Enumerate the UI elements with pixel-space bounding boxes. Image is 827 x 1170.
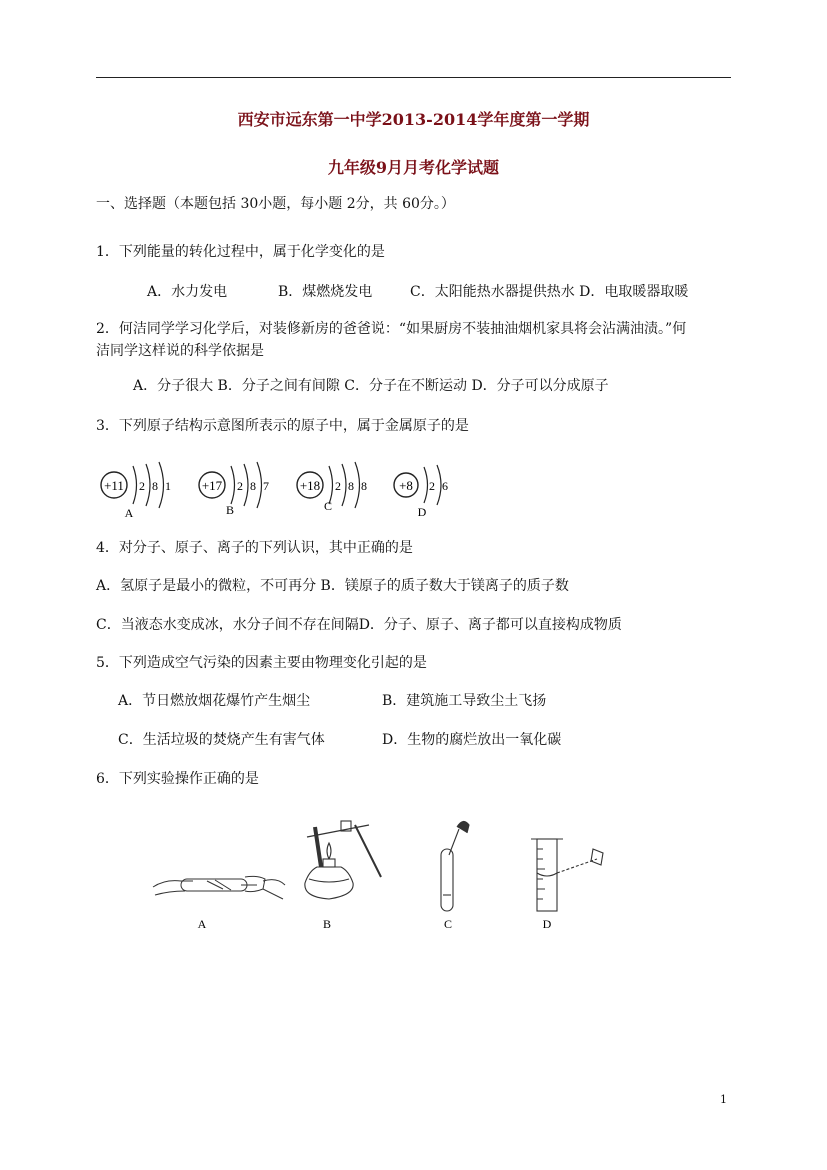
question-5-option-b: B．建筑施工导致尘土飞扬 <box>382 693 547 709</box>
figure-c-label: C <box>443 917 453 931</box>
question-2-stem-line2: 洁同学这样说的科学依据是 <box>96 343 264 359</box>
atom-a-shell-1: 2 <box>139 479 145 493</box>
question-4-options-line2: C．当液态水变成冰，水分子间不存在间隔D．分子、原子、离子都可以直接构成物质 <box>96 617 622 633</box>
question-1-option-cd: C．太阳能热水器提供热水 D．电取暖器取暖 <box>410 284 689 300</box>
question-5-option-d: D．生物的腐烂放出一氧化碳 <box>382 732 562 748</box>
atom-b-shell-3: 7 <box>263 479 269 493</box>
question-5-option-a: A．节日燃放烟花爆竹产生烟尘 <box>118 693 311 709</box>
atom-structure-diagrams <box>92 452 472 522</box>
question-2-stem-line1: 2．何洁同学学习化学后，对装修新房的爸爸说：“如果厨房不装抽油烟机家具将会沾满油渍。”何 <box>96 321 687 337</box>
question-4-stem: 4．对分子、原子、离子的下列认识，其中正确的是 <box>96 540 413 556</box>
atom-diagram-b <box>199 462 269 517</box>
exam-subtitle: 九年级9月月考化学试题 <box>327 158 500 177</box>
atom-d-shell-1: 2 <box>429 479 435 493</box>
figure-b-alcohol-lamp <box>305 821 381 899</box>
figure-d-graduated-cylinder <box>531 839 603 911</box>
atom-diagram-d <box>394 465 448 519</box>
figure-c-dropper <box>441 821 469 911</box>
page-number: 1 <box>720 1093 727 1106</box>
figure-b-label: B <box>322 917 332 931</box>
question-1-option-b: B．煤燃烧发电 <box>278 284 373 300</box>
question-2-options: A．分子很大 B．分子之间有间隙 C．分子在不断运动 D．分子可以分成原子 <box>133 378 609 394</box>
atom-a-shell-2: 8 <box>152 479 158 493</box>
exam-title: 西安市远东第一中学2013-2014学年度第一学期 <box>237 110 590 129</box>
atom-c-shell-1: 2 <box>335 479 341 493</box>
question-1-option-a: A．水力发电 <box>147 284 228 300</box>
figure-a-test-tube-hands <box>153 876 285 899</box>
atom-diagram-a <box>101 462 171 520</box>
question-3-stem: 3．下列原子结构示意图所表示的原子中，属于金属原子的是 <box>96 418 469 434</box>
section-heading: 一、选择题（本题包括 30小题，每小题 2分，共 60分。） <box>96 196 455 212</box>
question-4-options-line1: A．氢原子是最小的微粒，不可再分 B．镁原子的质子数大于镁离子的质子数 <box>96 578 569 594</box>
header-rule <box>96 77 731 78</box>
figure-a-label: A <box>197 917 207 931</box>
atom-c-shell-3: 8 <box>361 479 367 493</box>
question-5-option-c: C．生活垃圾的焚烧产生有害气体 <box>118 732 325 748</box>
atom-b-label: B <box>225 503 235 517</box>
atom-c-shell-2: 8 <box>348 479 354 493</box>
question-5-stem: 5．下列造成空气污染的因素主要由物理变化引起的是 <box>96 655 427 671</box>
atom-d-label: D <box>417 505 427 519</box>
atom-c-label: C <box>323 499 333 513</box>
atom-b-shell-2: 8 <box>250 479 256 493</box>
atom-b-shell-1: 2 <box>237 479 243 493</box>
atom-b-nucleus: +17 <box>201 478 223 493</box>
atom-c-nucleus: +18 <box>299 478 321 493</box>
question-6-stem: 6．下列实验操作正确的是 <box>96 771 259 787</box>
atom-a-shell-3: 1 <box>165 479 171 493</box>
atom-a-nucleus: +11 <box>104 478 124 493</box>
figure-d-label: D <box>542 917 552 931</box>
atom-a-label: A <box>124 506 134 520</box>
atom-diagram-c <box>297 462 367 513</box>
lab-operation-figures <box>145 815 625 940</box>
question-1-stem: 1．下列能量的转化过程中，属于化学变化的是 <box>96 244 385 260</box>
atom-d-nucleus: +8 <box>399 478 413 493</box>
atom-d-shell-2: 6 <box>442 479 448 493</box>
